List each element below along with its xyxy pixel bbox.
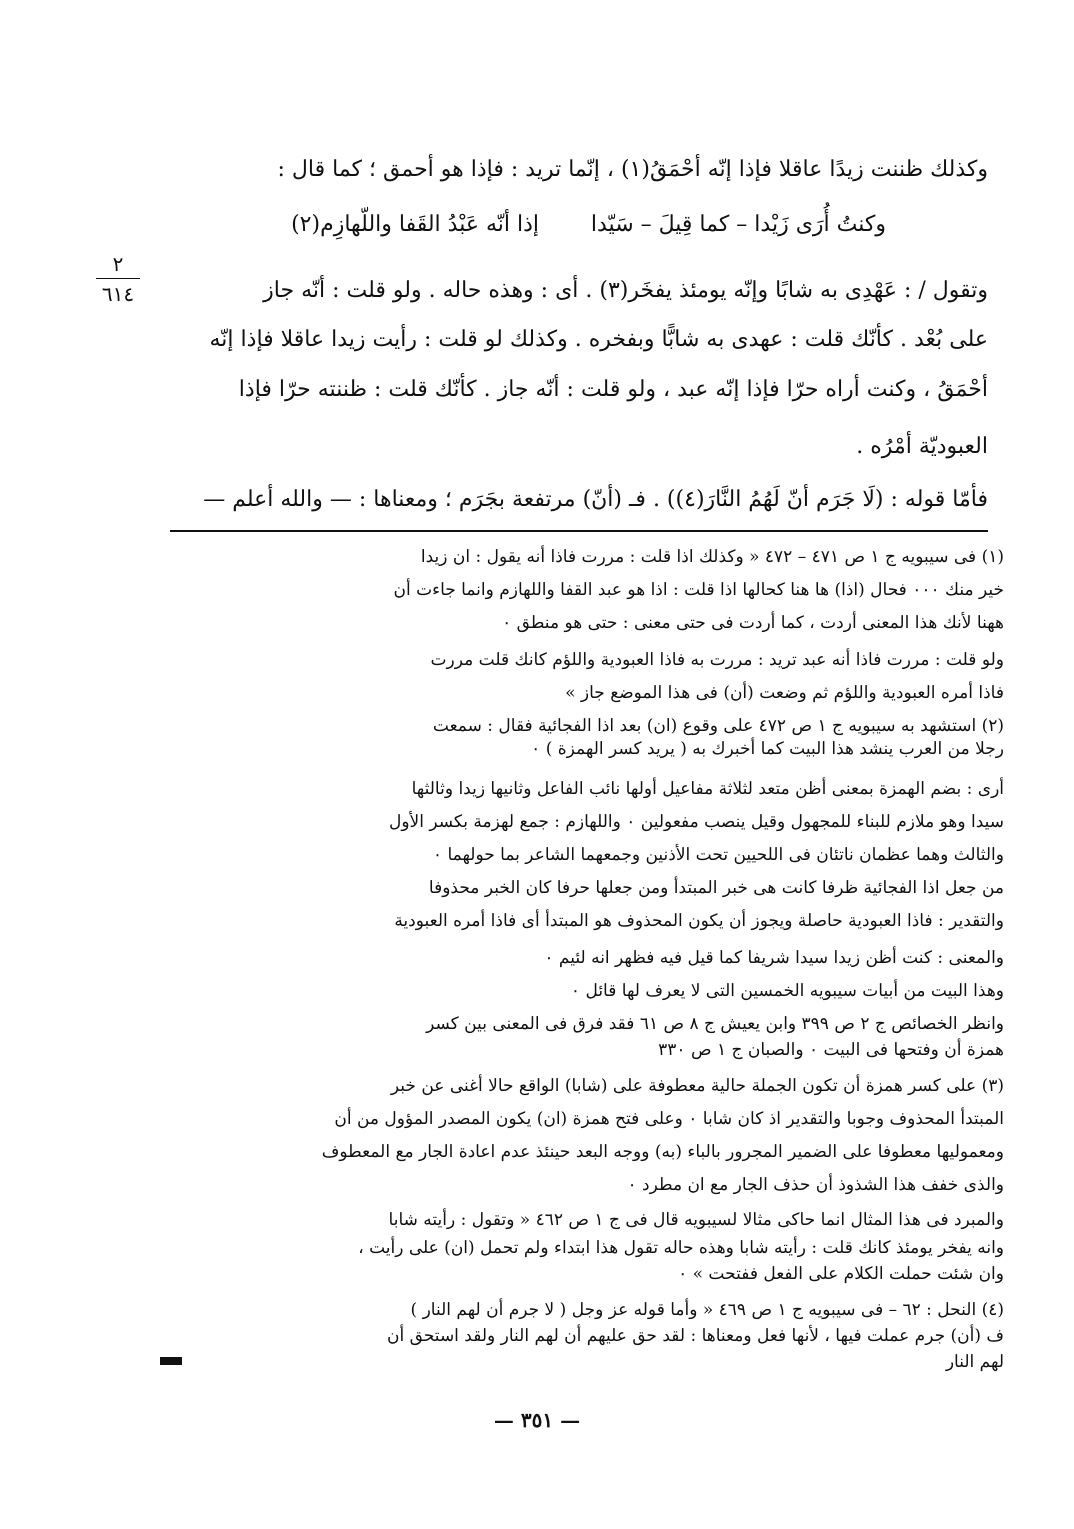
main-text-line: فأمّا قوله : (لَا جَرَم أنّ لَهُمُ النَّارَ(٤)) . فـ (أنّ) مرتفعة بجَرَم ؛ ومعناها : — والله أعلم — (203, 487, 988, 512)
footnote-line: المبتدأ المحذوف وجوبا والتقدير اذ كان شابا ٠ وعلى فتح همزة (ان) يكون المصدر المؤول من أن (334, 1109, 1004, 1129)
footnote-line: (٤) النحل : ٦٢ – فى سيبويه ج ١ ص ٤٦٩ « وأما قوله عز وجل ( لا جرم أن لهم النار ) (410, 1300, 1004, 1320)
footnote-line: والمعنى : كنت أظن زيدا سيدا شريفا كما قيل فيه فظهر انه لئيم ٠ (544, 948, 1004, 968)
footnote-line: فاذا أمره العبودية واللؤم ثم وضعت (أن) فى هذا الموضع جاز » (565, 683, 1004, 703)
footnote-line: ومعموليها معطوفا على الضمير المجرور بالباء (به) ووجه البعد حينئذ عدم اعادة الجار مع المعطوف (321, 1142, 1004, 1162)
footnote-line: من جعل اذا الفجائية ظرفا كانت هى خبر المبتدأ ومن جعلها حرفا كان الخبر محذوفا (428, 878, 1004, 898)
verse-first-hemistich: وكنتُ أُرَى زَيْدا – كما قِيلَ – سَيّدا (590, 212, 886, 237)
main-text-line: على بُعْد . كأنّك قلت : عهدى به شابًّا وبفخره . وكذلك لو قلت : رأيت زيدا عاقلا فإذا إنّه (209, 327, 988, 352)
footnote-line: والتقدير : فاذا العبودية حاصلة ويجوز أن يكون المحذوف هو المبتدأ أى فاذا أمره العبودية (394, 911, 1004, 931)
footnote-line: خير منك ٠٠٠ فحال (اذا) ها هنا كحالها اذا قلت : اذا هو عبد القفا واللهازم وانما جاءت أن (393, 580, 1004, 600)
ink-mark (160, 1357, 182, 1365)
footnote-line: (٢) استشهد به سيبويه ج ١ ص ٤٧٢ على وقوع (ان) بعد اذا الفجائية فقال : سمعت (432, 716, 1004, 736)
footnote-line: ولو قلت : مررت فاذا أنه عبد تريد : مررت به فاذا العبودية واللؤم كانك قلت مررت (430, 650, 1004, 670)
footnote-line: (١) فى سيبويه ج ١ ص ٤٧١ – ٤٧٢ « وكذلك اذا قلت : مررت فاذا أنه يقول : ان زيدا (420, 547, 1004, 567)
footnote-line: (٣) على كسر همزة أن تكون الجملة حالية معطوفة على (شابا) الواقع حالا أغنى عن خبر (390, 1076, 1004, 1096)
footnote-line: والثالث وهما عظمان ناتئان فى اللحيين تحت الأذنين وجمعهما الشاعر بما حولهما ٠ (432, 845, 1004, 865)
footnote-line: سيدا وهو ملازم للبناء للمجهول وقيل ينصب مفعولين ٠ واللهازم : جمع لهزمة بكسر الأول (388, 812, 1004, 832)
footnote-line: أرى : بضم الهمزة بمعنى أظن متعد لثلاثة مفاعيل أولها نائب الفاعل وثانيها زيدا وثالثها (411, 779, 1004, 799)
footnote-line: وانظر الخصائص ج ٢ ص ٣٩٩ وابن يعيش ج ٨ ص ٦١ فقد فرق فى المعنى بين كسر (426, 1014, 1004, 1034)
footnote-line: ف (أن) جرم عملت فيها ، لأنها فعل ومعناها : لقد حق عليهم أن لهم النار ولقد استحق أن (387, 1326, 1004, 1346)
footnote-line: ههنا لأنك هذا المعنى أردت ، كما أردت فى حتى معنى : حتى هو منطق ٠ (502, 613, 1004, 633)
margin-manuscript-ref-top: ٢ (112, 252, 124, 276)
main-text-line: وتقول / : عَهْدِى به شابًا وإنّه يومئذ يفخَر(٣) . أى : وهذه حاله . ولو قلت : أنّه جاز (263, 278, 988, 303)
footnote-line: همزة أن وفتحها فى البيت ٠ والصبان ج ١ ص ٣٣٠ (658, 1040, 1004, 1060)
footnote-line: وان شئت حملت الكلام على الفعل ففتحت » ٠ (678, 1264, 1004, 1284)
margin-manuscript-ref-bottom: ٦١٤ (101, 282, 135, 306)
main-text-line: أحْمَقُ ، وكنت أراه حرّا فإذا إنّه عبد ، ولو قلت : أنّه جاز . كأنّك قلت : ظننته حرّا فإذا (238, 377, 988, 402)
footnote-separator (170, 530, 988, 532)
footnote-line: والذى خفف هذا الشذوذ أن حذف الجار مع ان مطرد ٠ (627, 1175, 1004, 1195)
footnote-line: وهذا البيت من أبيات سيبويه الخمسين التى لا يعرف لها قائل ٠ (570, 981, 1004, 1001)
footnote-line: لهم النار (945, 1352, 1004, 1372)
page-number: — ٣٥١ — (493, 1408, 581, 1432)
main-text-line: العبوديّة أمْرُه . (856, 434, 988, 459)
footnote-line: رجلا من العرب ينشد هذا البيت كما أخبرك به ( يريد كسر الهمزة ) ٠ (531, 739, 1004, 759)
verse-second-hemistich: إذا أنّه عَبْدُ القَفا واللّهازِم(٢) (291, 212, 539, 237)
footnote-line: والمبرد فى هذا المثال انما حاكى مثالا لسيبويه قال فى ج ١ ص ٤٦٢ « وتقول : رأيته شابا (388, 1210, 1004, 1230)
main-text-line: وكذلك ظننت زيدًا عاقلا فإذا إنّه أحْمَقُ(١) ، إنّما تريد : فإذا هو أحمق ؛ كما قال : (277, 157, 988, 182)
footnote-line: وانه يفخر يومئذ كانك قلت : رأيته شابا وهذه حاله تقول هذا ابتداء ولم تحمل (ان) على رأيت ، (358, 1238, 1004, 1258)
